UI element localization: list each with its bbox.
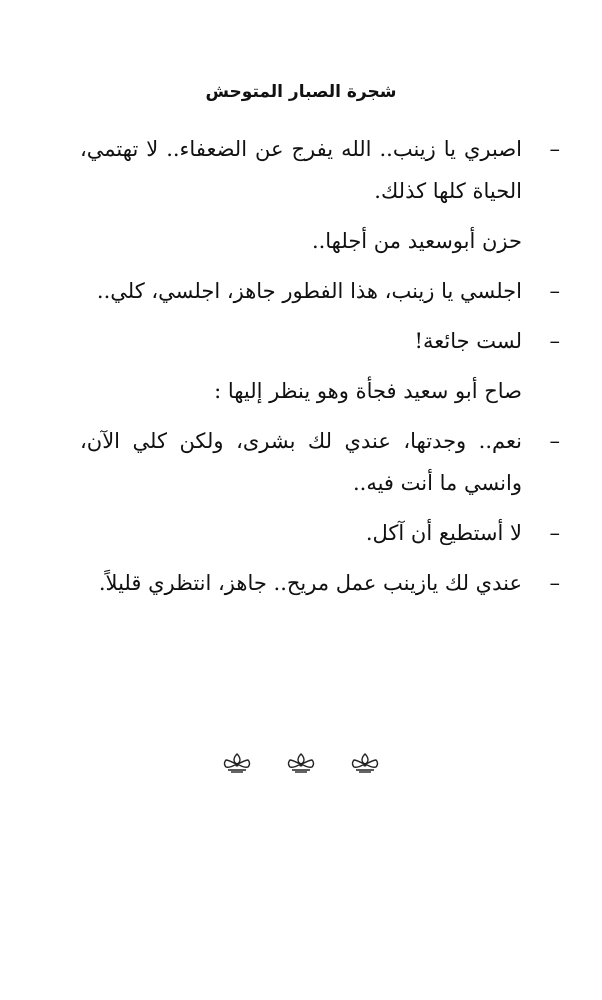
dialogue-dash: – <box>549 429 560 453</box>
section-divider <box>0 752 602 774</box>
text-body <box>80 128 560 612</box>
dialogue-line-2 <box>80 270 558 312</box>
dialogue-line-1 <box>80 128 558 212</box>
floral-ornament-icon <box>284 752 318 774</box>
page-title: شجرة الصبار المتوحش <box>205 82 397 102</box>
dialogue-dash: – <box>549 279 560 303</box>
paragraph-text: عندي لك يازينب عمل مريح.. جاهز، انتظري قليلاً. <box>98 571 522 595</box>
paragraph-text: حزن أبوسعيد من أجلها.. <box>311 229 522 253</box>
dialogue-line-4 <box>80 420 558 504</box>
dialogue-dash: – <box>549 137 560 161</box>
floral-ornament-icon <box>348 752 382 774</box>
floral-ornament-icon <box>220 752 254 774</box>
dialogue-dash: – <box>549 521 560 545</box>
narration-line-1 <box>80 220 522 262</box>
dialogue-line-5 <box>80 512 558 554</box>
paragraph-text: نعم.. وجدتها، عندي لك بشرى، ولكن كلي الآن، وانسي ما أنت فيه.. <box>80 429 522 495</box>
dialogue-dash: – <box>549 571 560 595</box>
paragraph-text: صاح أبو سعيد فجأة وهو ينظر إليها : <box>214 379 522 403</box>
paragraph-text: اصبري يا زينب.. الله يفرج عن الضعفاء.. لا تهتمي، الحياة كلها كذلك. <box>80 137 522 203</box>
dialogue-line-3 <box>80 320 558 362</box>
paragraph-text: اجلسي يا زينب، هذا الفطور جاهز، اجلسي، كلي.. <box>96 279 522 303</box>
dialogue-dash: – <box>549 329 560 353</box>
paragraph-text: لا أستطيع أن آكل. <box>365 521 522 545</box>
dialogue-line-6 <box>80 562 558 604</box>
narration-line-2 <box>80 370 522 412</box>
paragraph-text: لست جائعة! <box>414 329 522 353</box>
